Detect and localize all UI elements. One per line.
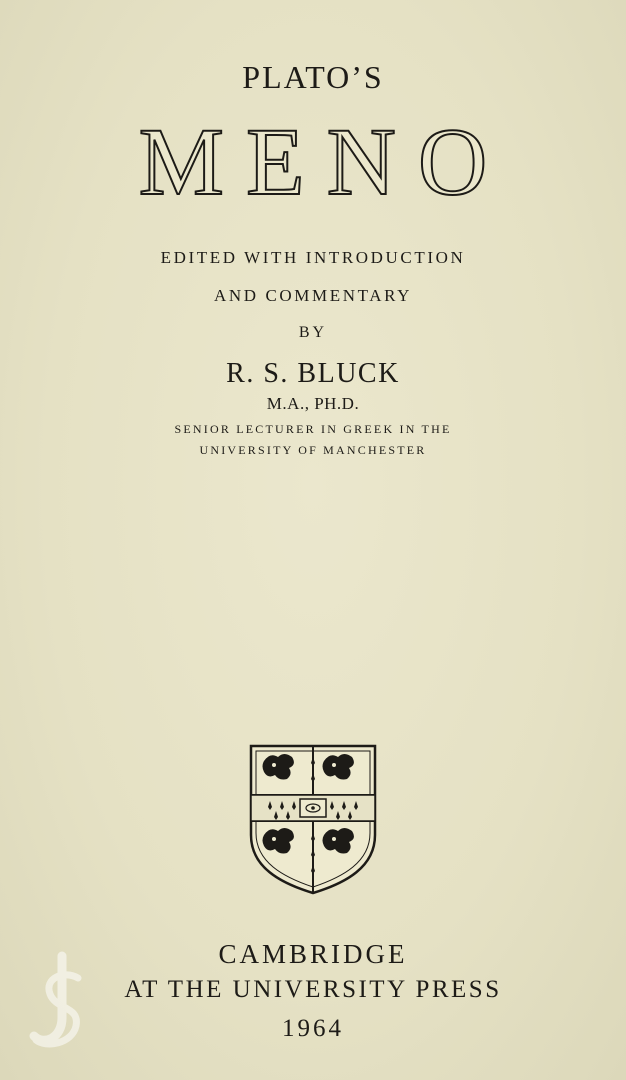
bookseller-monogram-icon [22,948,90,1058]
publication-year: 1964 [282,1015,344,1042]
publisher-city: CAMBRIDGE [218,939,408,969]
editor-name: R. S. BLUCK [226,358,400,389]
by-line: BY [298,324,328,341]
author-title: PLATO’S [242,59,384,95]
university-coat-of-arms-icon [248,743,378,895]
book-title: MENO [138,108,510,215]
editor-position-line-1: SENIOR LECTURER IN GREEK IN THE [174,422,452,436]
edition-line-2: AND COMMENTARY [214,286,412,305]
editor-degrees: M.A., PH.D. [266,394,360,413]
editor-position-line-2: UNIVERSITY OF MANCHESTER [199,443,427,457]
edition-line-1: EDITED WITH INTRODUCTION [160,248,466,267]
publisher-name: AT THE UNIVERSITY PRESS [124,976,502,1003]
